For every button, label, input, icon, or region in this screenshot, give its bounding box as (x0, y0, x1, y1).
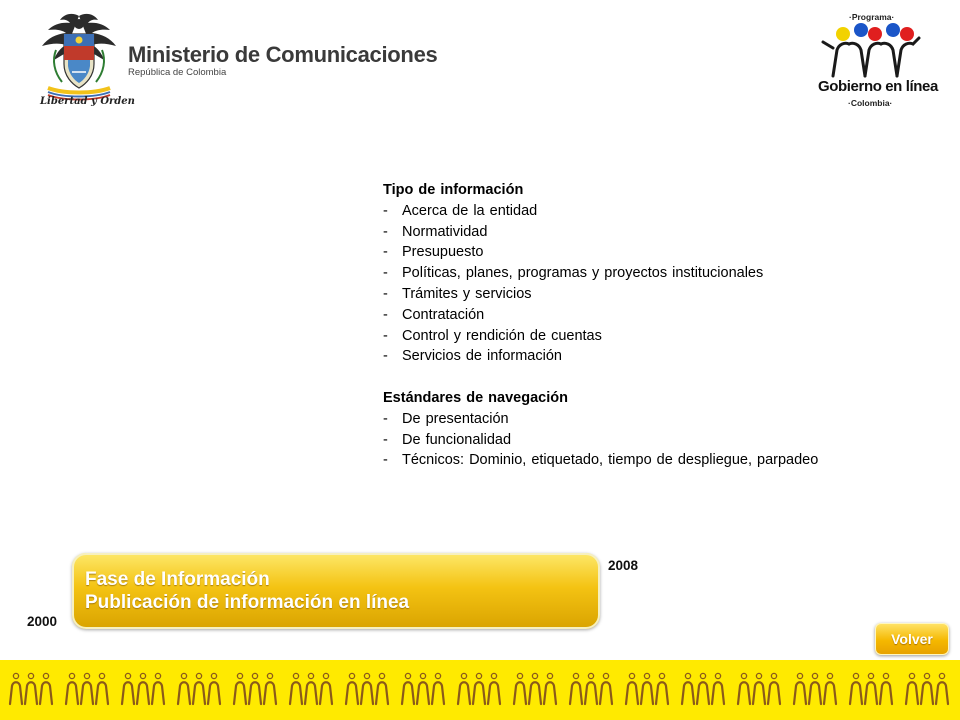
spacer (383, 367, 923, 388)
list-item: - Políticas, planes, programas y proyectos institucionales (383, 263, 923, 284)
coat-of-arms-logo (34, 10, 124, 110)
end-year: 2008 (608, 558, 639, 573)
figure-icon (488, 673, 500, 704)
phase-title: Fase de Información (85, 569, 270, 590)
figure-icon (626, 673, 638, 704)
list-item: - Trámites y servicios (383, 284, 923, 305)
figure-icon (850, 673, 862, 704)
figure-icon (865, 673, 877, 704)
ministry-subtitle: República de Colombia (128, 67, 227, 78)
figure-icon (66, 673, 78, 704)
start-year: 2000 (27, 614, 58, 629)
coat-of-arms-motto: Libertad y Orden (40, 96, 135, 107)
program-label-top: ·Programa· (849, 12, 895, 22)
figure-icon (712, 673, 724, 704)
list-item: - De funcionalidad (383, 430, 923, 451)
phase-subtitle: Publicación de información en línea (85, 592, 410, 613)
figure-icon (346, 673, 358, 704)
figure-icon (320, 673, 332, 704)
program-country: ·Colombia· (848, 98, 893, 108)
figure-icon (738, 673, 750, 704)
figure-icon (641, 673, 653, 704)
program-name: Gobierno en línea (818, 78, 938, 95)
figure-icon (585, 673, 597, 704)
figure-icon (417, 673, 429, 704)
figure-icon (656, 673, 668, 704)
figure-icon (208, 673, 220, 704)
figure-icon (193, 673, 205, 704)
figure-icon (921, 673, 933, 704)
figure-icon (794, 673, 806, 704)
figure-icon (137, 673, 149, 704)
figure-icon (264, 673, 276, 704)
figure-icon (544, 673, 556, 704)
figure-icon (768, 673, 780, 704)
figure-icon (936, 673, 948, 704)
figure-icon (305, 673, 317, 704)
figure-icon (25, 673, 37, 704)
figure-icon (290, 673, 302, 704)
figure-icon (432, 673, 444, 704)
figure-icon (824, 673, 836, 704)
back-button[interactable]: Volver (875, 623, 949, 655)
figure-icon (458, 673, 470, 704)
figure-icon (570, 673, 582, 704)
figure-icon (178, 673, 190, 704)
figure-icon (40, 673, 52, 704)
navigation-standards-heading: Estándares de navegación (383, 389, 568, 406)
figure-icon (880, 673, 892, 704)
figure-icon (122, 673, 134, 704)
list-item: - Control y rendición de cuentas (383, 326, 923, 347)
list-item: - Normatividad (383, 222, 923, 243)
content-panel (383, 180, 923, 471)
navigation-standards-list (383, 409, 923, 471)
figure-icon (809, 673, 821, 704)
info-type-heading: Tipo de información (383, 182, 524, 198)
info-type-list (383, 201, 923, 367)
list-item: - Contratación (383, 305, 923, 326)
figure-icon (697, 673, 709, 704)
figure-icon (600, 673, 612, 704)
figure-icon (376, 673, 388, 704)
list-item: - Servicios de información (383, 346, 923, 367)
figure-icon (81, 673, 93, 704)
figure-icon (249, 673, 261, 704)
figure-icon (234, 673, 246, 704)
figure-icon (152, 673, 164, 704)
list-item: - Acerca de la entidad (383, 201, 923, 222)
list-item: - Técnicos: Dominio, etiquetado, tiempo de despliegue, parpadeo (383, 450, 923, 471)
ministry-title: Ministerio de Comunicaciones (128, 42, 438, 67)
figure-icon (473, 673, 485, 704)
figure-icon (96, 673, 108, 704)
figure-icon (10, 673, 22, 704)
figure-icon (682, 673, 694, 704)
figure-icon (906, 673, 918, 704)
ministry-branding (128, 42, 437, 78)
figure-icon (402, 673, 414, 704)
list-item: - De presentación (383, 409, 923, 430)
footer-figures-strip (0, 660, 960, 720)
list-item: - Presupuesto (383, 242, 923, 263)
phase-text (85, 568, 409, 614)
figure-icon (753, 673, 765, 704)
figure-icon (514, 673, 526, 704)
figure-icon (361, 673, 373, 704)
figure-icon (529, 673, 541, 704)
